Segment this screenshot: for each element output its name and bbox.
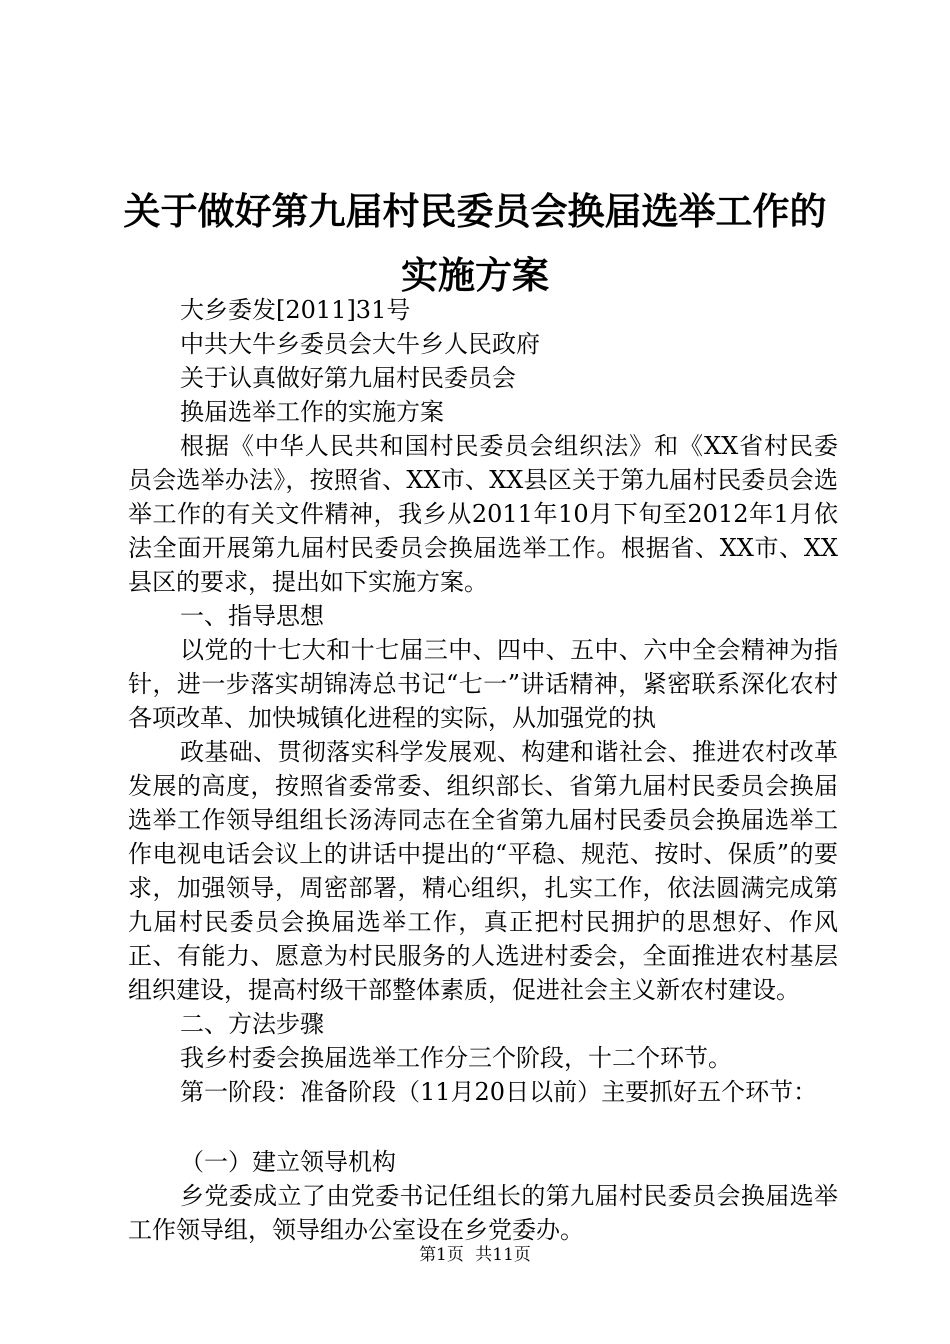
methods-paragraph: 我乡村委会换届选举工作分三个阶段，十二个环节。 — [180, 1044, 732, 1072]
section-heading-guiding-ideology: 一、指导思想 — [180, 602, 324, 630]
subsection-heading-leadership: （一）建立领导机构 — [180, 1148, 396, 1176]
subtitle-line-2: 换届选举工作的实施方案 — [180, 398, 444, 426]
section-heading-methods: 二、方法步骤 — [180, 1010, 324, 1038]
issuer-line: 中共大牛乡委员会大牛乡人民政府 — [180, 330, 540, 358]
intro-paragraph: 根据《中华人民共和国村民委员会组织法》和《XX省村民委员会选举办法》，按照省、XX市、XX县区关于第九届村民委员会选举工作的有关文件精神，我乡从2011年10月下旬至2012年1月依法全面开展第九届村民委员会换届选举工作。根据省、XX市、XX县区的要求，提出如下实施方案。 — [128, 432, 838, 596]
guiding-paragraph-part-1: 以党的十七大和十七届三中、四中、五中、六中全会精神为指针，进一步落实胡锦涛总书记“七一”讲话精神，紧密联系深化农村各项改革、加快城镇化进程的实际，从加强党的执 — [128, 636, 838, 732]
leadership-paragraph: 乡党委成立了由党委书记任组长的第九届村民委员会换届选举工作领导组，领导组办公室设在乡党委办。 — [128, 1182, 838, 1244]
paragraph-gap — [128, 1109, 838, 1145]
page-number: 第1页 — [419, 1245, 464, 1265]
document-body — [128, 293, 838, 1247]
document-title: 关于做好第九届村民委员会换届选举工作的实施方案 — [123, 190, 827, 297]
document-number: 大乡委发[2011]31号 — [180, 296, 411, 324]
page-total: 共11页 — [475, 1245, 531, 1265]
guiding-paragraph-part-2: 政基础、贯彻落实科学发展观、构建和谐社会、推进农村改革发展的高度，按照省委常委、组织部长、省第九届村民委员会换届选举工作领导组组长汤涛同志在全省第九届村民委员会换届选举工作电视电话会议上的讲话中提出的“平稳、规范、按时、保质”的要求，加强领导，周密部署，精心组织，扎实工作，依法圆满完成第九届村民委员会换届选举工作，真正把村民拥护的思想好、作风正、有能力、愿意为村民服务的人选进村委会，全面推进农村基层组织建设，提高村级干部整体素质，促进社会主义新农村建设。 — [128, 738, 838, 1004]
subtitle-line-1: 关于认真做好第九届村民委员会 — [180, 364, 516, 392]
page-footer — [0, 1240, 950, 1265]
phase-one-paragraph: 第一阶段：准备阶段（11月20日以前）主要抓好五个环节： — [180, 1078, 818, 1106]
